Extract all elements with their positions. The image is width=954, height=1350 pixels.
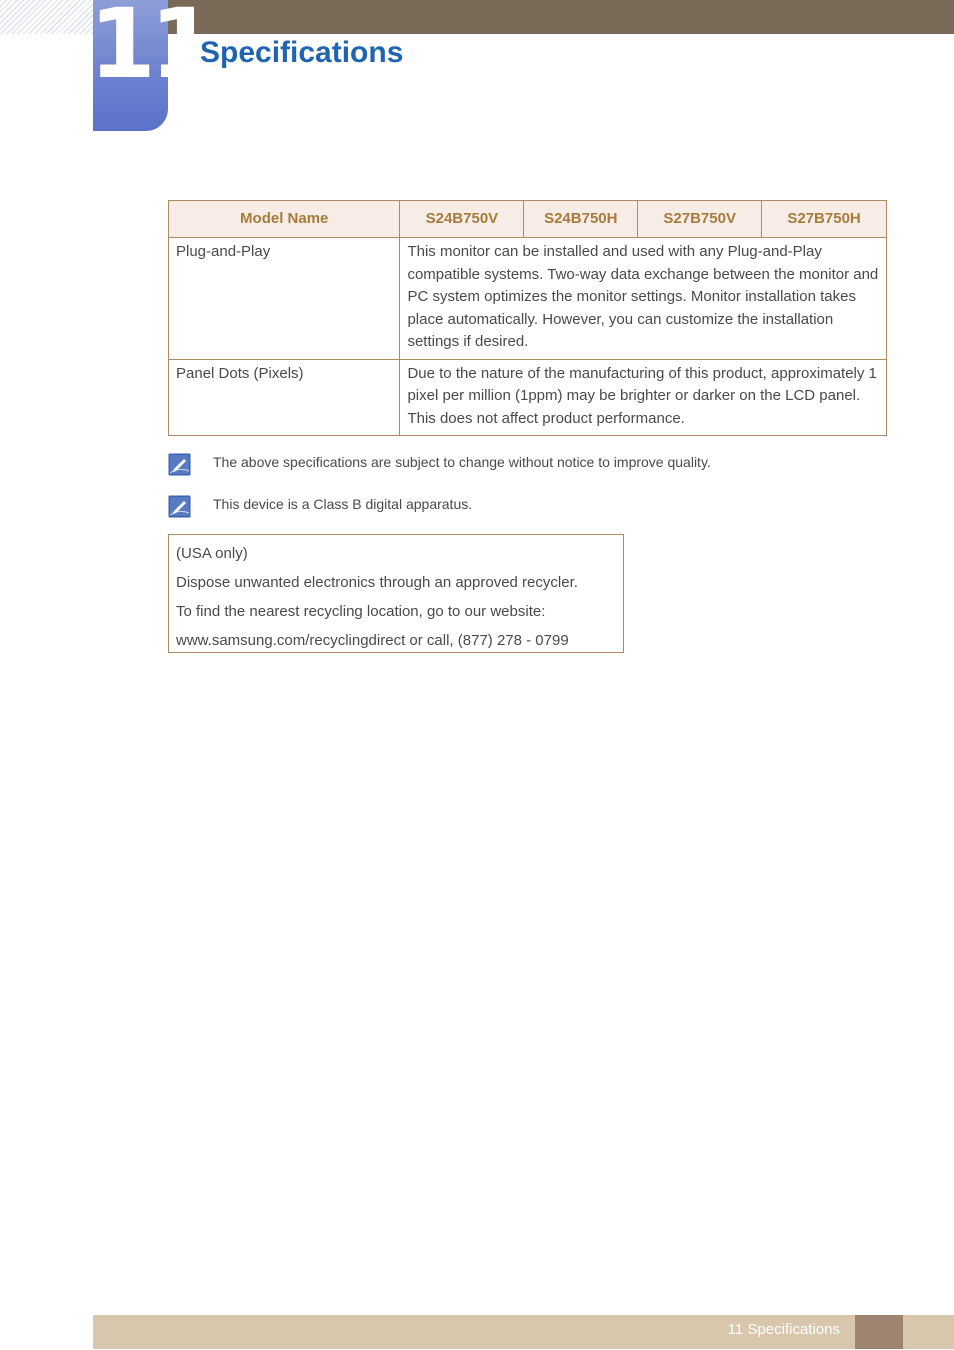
footer-page-label: 11 Specifications: [727, 1321, 840, 1338]
header-model-name: Model Name: [169, 201, 400, 238]
note-text: The above specifications are subject to change without notice to improve quality.: [213, 454, 711, 470]
page-title: Specifications: [200, 36, 404, 69]
row-value: Due to the nature of the manufacturing of this product, approximately 1 pixel per million (1ppm) may be brighter or darker on the LCD panel. This does not affect product performance.: [400, 359, 887, 436]
chapter-number: 11: [89, 0, 211, 100]
decorative-hatch: [0, 0, 93, 34]
recycling-line: (USA only): [176, 545, 248, 562]
table-header-row: [169, 201, 887, 238]
row-value: This monitor can be installed and used with any Plug-and-Play compatible systems. Two-way data exchange between the monitor and PC system optimizes the monitor settings. Monitor installation takes place automatically. However, you can customize the installation settings if desired.: [400, 238, 887, 360]
note-item: [168, 495, 868, 519]
header-model-s27b750h: S27B750H: [762, 201, 887, 238]
header-model-s24b750v: S24B750V: [400, 201, 524, 238]
note-pencil-icon: [168, 495, 191, 518]
top-banner: [93, 0, 954, 34]
recycling-info-box: [168, 534, 624, 653]
table-row: [169, 359, 887, 436]
spec-table: [168, 200, 887, 436]
row-label: Panel Dots (Pixels): [169, 359, 400, 436]
recycling-line: To find the nearest recycling location, go to our website:: [176, 603, 546, 620]
note-item: [168, 453, 868, 477]
chapter-number-block: [89, 0, 211, 131]
row-label: Plug-and-Play: [169, 238, 400, 360]
header-model-s27b750v: S27B750V: [638, 201, 762, 238]
recycling-line: Dispose unwanted electronics through an approved recycler.: [176, 574, 578, 591]
footer-page-tab: [855, 1315, 903, 1349]
recycling-line: www.samsung.com/recyclingdirect or call, (877) 278 - 0799: [176, 632, 569, 649]
table-row: [169, 238, 887, 360]
note-pencil-icon: [168, 453, 191, 476]
header-model-s24b750h: S24B750H: [524, 201, 638, 238]
note-text: This device is a Class B digital apparatus.: [213, 496, 473, 512]
